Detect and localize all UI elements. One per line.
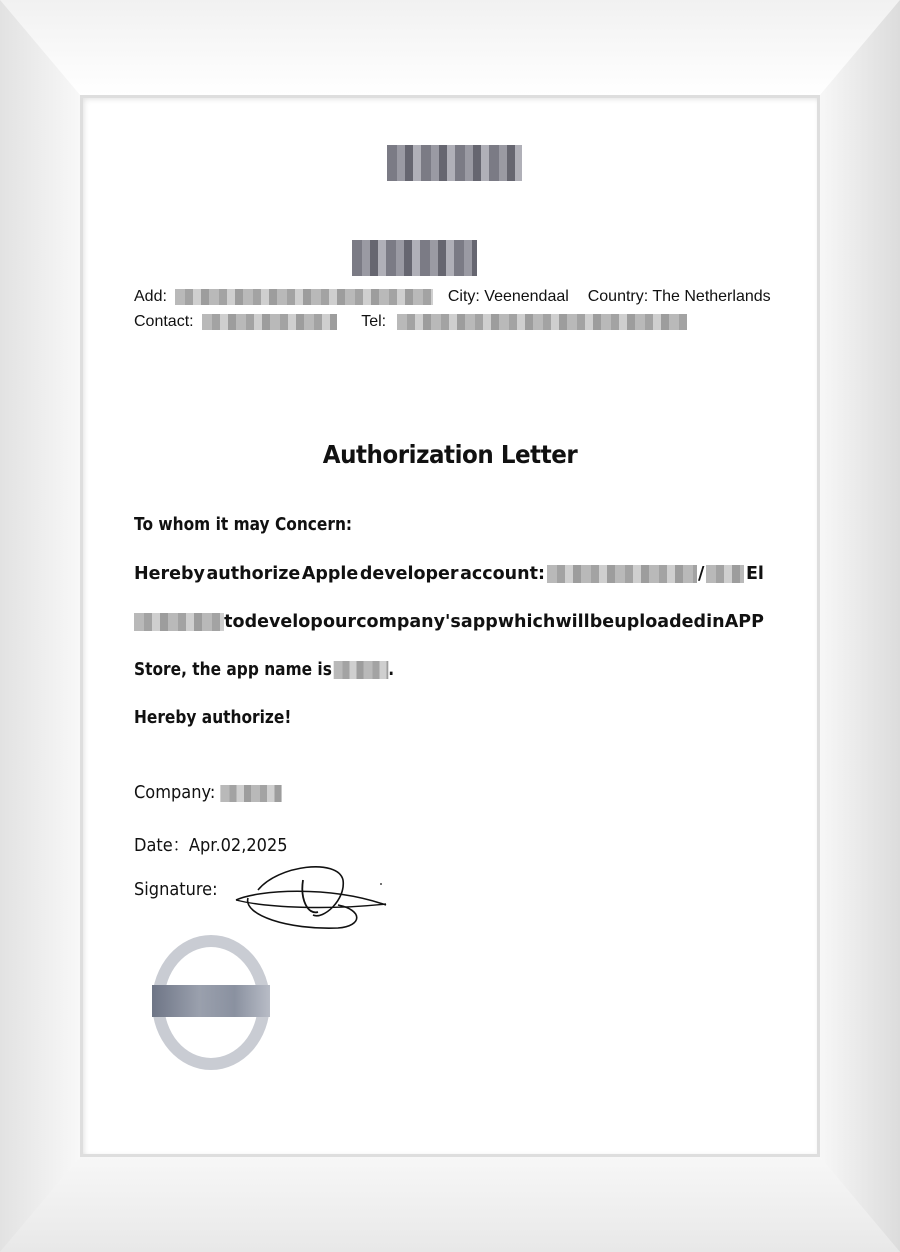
frame-bottom-edge xyxy=(0,1157,900,1252)
city-text: City: Veenendaal xyxy=(447,288,569,305)
tel-label: Tel: xyxy=(361,313,387,330)
account-id-redacted xyxy=(706,565,744,583)
tel-redacted xyxy=(397,314,687,330)
company-logo-redacted xyxy=(387,145,522,181)
contact-redacted xyxy=(202,314,337,330)
word: in xyxy=(706,612,725,632)
paragraph-line-1 xyxy=(134,564,764,584)
word: account: xyxy=(460,564,545,584)
app-name-redacted xyxy=(334,661,389,679)
word: developer xyxy=(359,564,459,584)
account-redacted xyxy=(547,565,697,583)
word: APP xyxy=(724,612,764,632)
signature-icon xyxy=(228,860,393,935)
company-redacted xyxy=(221,785,282,802)
word: El xyxy=(745,564,764,584)
separator: / xyxy=(698,564,705,584)
paragraph-line-2 xyxy=(134,612,764,632)
word: Apple xyxy=(301,564,359,584)
word: which xyxy=(497,612,556,632)
address-label: Add: xyxy=(134,288,167,305)
word: be xyxy=(589,612,615,632)
company-line xyxy=(134,782,282,803)
signature-label: Signature: xyxy=(134,879,218,900)
word: develop xyxy=(244,612,323,632)
word: app xyxy=(460,612,498,632)
frame-right-edge xyxy=(820,0,900,1252)
company-label: Company: xyxy=(134,782,216,803)
seal-text-redacted xyxy=(152,985,270,1017)
name-redacted xyxy=(134,613,224,631)
frame-top-edge xyxy=(0,0,900,95)
word: authorize xyxy=(206,564,301,584)
word: company's xyxy=(356,612,461,632)
word: to xyxy=(224,612,245,632)
closing-line: Hereby authorize! xyxy=(134,708,292,728)
contact-line xyxy=(134,313,687,331)
date-label: Date： xyxy=(134,835,189,856)
company-name-redacted xyxy=(352,240,477,276)
word: uploaded xyxy=(614,612,707,632)
address-line xyxy=(134,288,771,306)
salutation: To whom it may Concern: xyxy=(134,515,353,535)
word: our xyxy=(322,612,357,632)
date-value: Apr.02,2025 xyxy=(188,835,288,856)
word: will xyxy=(555,612,590,632)
app-name-label: Store, the app name is xyxy=(134,660,332,680)
frame-left-edge xyxy=(0,0,80,1252)
paragraph-line-3 xyxy=(134,660,394,680)
letter-title: Authorization Letter xyxy=(322,440,578,469)
contact-label: Contact: xyxy=(134,313,194,330)
period: . xyxy=(388,660,395,680)
address-redacted xyxy=(175,289,433,305)
word: Hereby xyxy=(134,564,205,584)
date-line xyxy=(134,831,288,857)
country-text: Country: The Netherlands xyxy=(587,288,771,305)
